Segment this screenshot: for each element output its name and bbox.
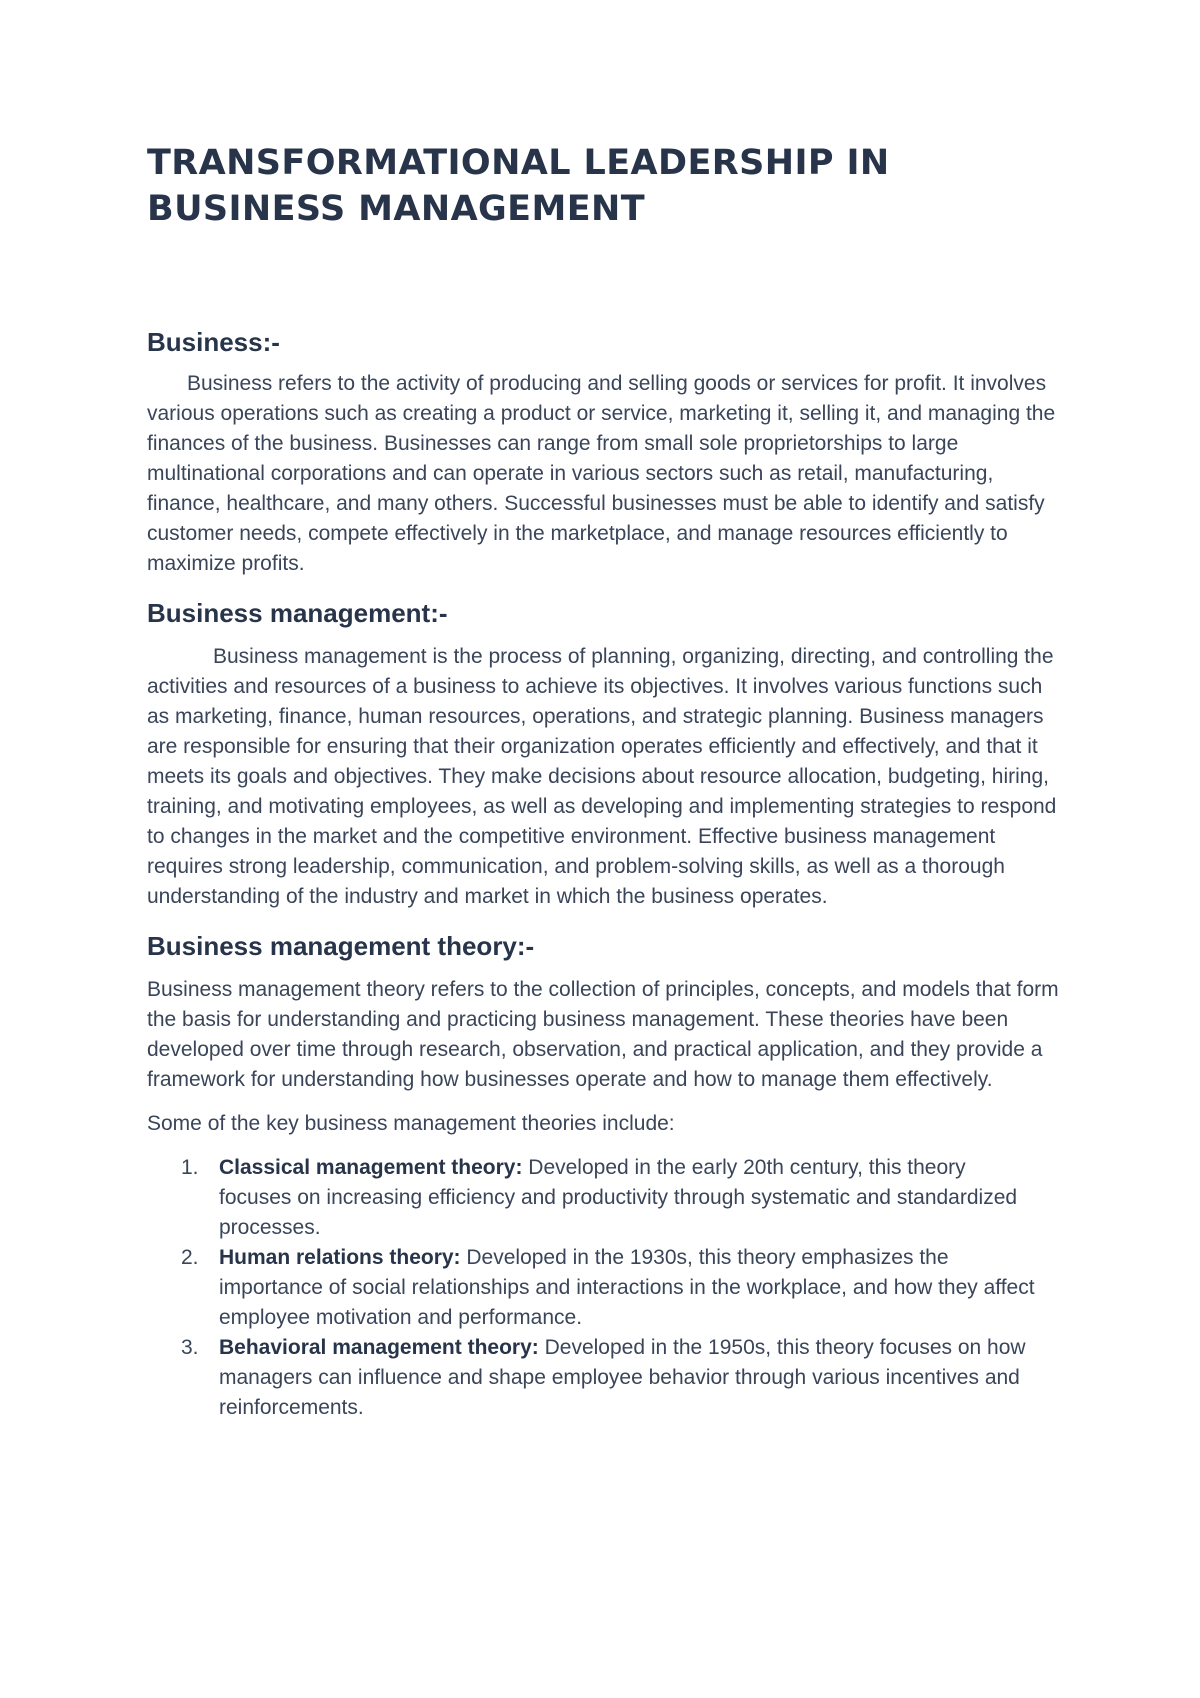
theory-name: Human relations theory:	[219, 1246, 461, 1269]
document-body	[147, 140, 1062, 1423]
theory-item-behavioral	[181, 1333, 1039, 1423]
theory-description: Developed in the 1950s, this theory focuses on how managers can influence and shape employee behavior through various incentives and reinforcements.	[219, 1336, 1026, 1419]
list-number: 2.	[181, 1246, 199, 1269]
theory-description: Developed in the early 20th century, this theory focuses on increasing efficiency and productivity through systematic and standardized processes.	[219, 1156, 1018, 1239]
paragraph-business-management: Business management is the process of planning, organizing, directing, and controlling the activities and resources of a business to achieve its objectives. It involves various functions such as marketing, finance, human resources, operations, and strategic planning. Business managers are responsible for ensuring that their organization operates efficiently and effectively, and that it meets its goals and objectives. They make decisions about resource allocation, budgeting, hiring, training, and motivating employees, as well as developing and implementing strategies to respond to changes in the market and the competitive environment. Effective business management requires strong leadership, communication, and problem-solving skills, as well as a thorough understanding of the industry and market in which the business operates.	[147, 645, 1057, 908]
theory-name: Behavioral management theory:	[219, 1336, 539, 1359]
paragraph-theories-intro: Some of the key business management theories include:	[147, 1112, 675, 1135]
theory-name: Classical management theory:	[219, 1156, 523, 1179]
section-heading-business-management: Business management:-	[147, 598, 448, 628]
theory-item-classical	[181, 1153, 1039, 1243]
section-heading-business-management-theory: Business management theory:-	[147, 931, 535, 961]
list-number: 3.	[181, 1336, 199, 1359]
paragraph-business-management-theory: Business management theory refers to the collection of principles, concepts, and models that form the basis for understanding and practicing business management. These theories have been developed over time through research, observation, and practical application, and they provide a framework for understanding how businesses operate and how to manage them effectively.	[147, 978, 1059, 1091]
section-heading-business: Business:-	[147, 327, 280, 357]
list-number: 1.	[181, 1156, 199, 1179]
theory-item-human-relations	[181, 1243, 1039, 1333]
paragraph-business: Business refers to the activity of producing and selling goods or services for profit. It involves various operations such as creating a product or service, marketing it, selling it, and managing the finances of the business. Businesses can range from small sole proprietorships to large multinational corporations and can operate in various sectors such as retail, manufacturing, finance, healthcare, and many others. Successful businesses must be able to identify and satisfy customer needs, compete effectively in the marketplace, and manage resources efficiently to maximize profits.	[147, 372, 1056, 575]
theories-list	[147, 1153, 1062, 1423]
theory-description: Developed in the 1930s, this theory emphasizes the importance of social relationships and interactions in the workplace, and how they affect employee motivation and performance.	[219, 1246, 1035, 1329]
document-title: TRANSFORMATIONAL LEADERSHIP IN BUSINESS MANAGEMENT	[147, 143, 890, 229]
